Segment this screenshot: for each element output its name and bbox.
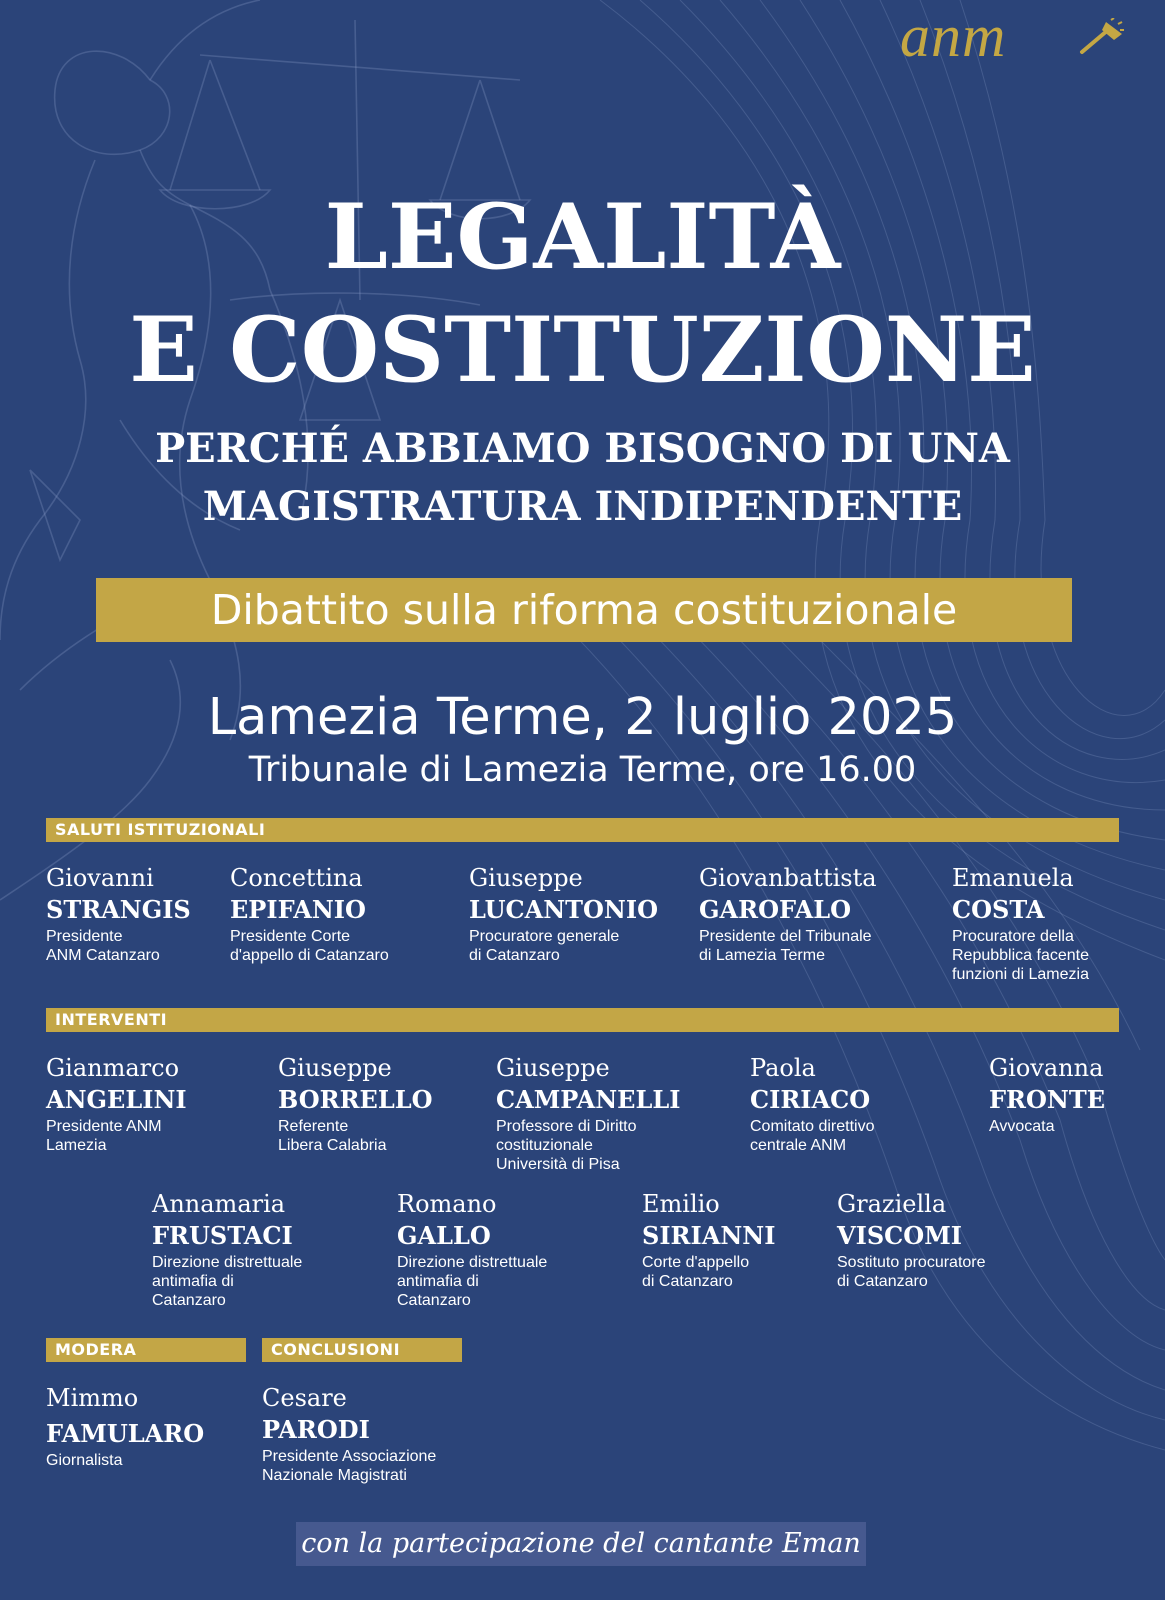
speaker-first-name: Gianmarco — [46, 1054, 180, 1082]
speaker-first-name: Emilio — [642, 1190, 720, 1218]
speaker-role: Professore di Diritto costituzionale Università di Pisa — [496, 1118, 637, 1173]
section-header-conclusioni: CONCLUSIONI — [262, 1338, 462, 1362]
conclusion-speaker-role: Presidente Associazione Nazionale Magistrati — [262, 1448, 437, 1484]
speaker-card — [750, 1052, 875, 1155]
speaker-first-name: Concettina — [230, 864, 363, 892]
speaker-card — [837, 1188, 986, 1291]
speaker-first-name: Giuseppe — [469, 864, 583, 892]
event-date: Lamezia Terme, 2 luglio 2025 — [207, 688, 958, 747]
speaker-first-name: Emanuela — [952, 864, 1074, 892]
speaker-role: Direzione distrettuale antimafia di Catanzaro — [152, 1254, 303, 1309]
moderator-last-name: FAMULARO — [46, 1419, 205, 1448]
speaker-role: Presidente del Tribunale di Lamezia Terme — [699, 928, 872, 964]
speaker-card — [989, 1052, 1105, 1136]
moderator-first-name: Mimmo — [46, 1384, 139, 1412]
speaker-role: Comitato direttivo centrale ANM — [750, 1118, 875, 1154]
section-header-interventi: INTERVENTI — [46, 1008, 1119, 1032]
speaker-last-name: VISCOMI — [837, 1221, 962, 1250]
speaker-first-name: Giuseppe — [496, 1054, 610, 1082]
section-header-modera: MODERA — [46, 1338, 246, 1362]
speaker-first-name: Giuseppe — [278, 1054, 392, 1082]
anm-logo-text: anm — [900, 3, 1007, 69]
special-guest-note: con la partecipazione del cantante Eman — [296, 1522, 866, 1566]
speaker-first-name: Romano — [397, 1190, 497, 1218]
speaker-role: Procuratore della Repubblica facente funzioni di Lamezia — [952, 928, 1089, 983]
speaker-role: Corte d'appello di Catanzaro — [642, 1254, 750, 1290]
speaker-first-name: Annamaria — [152, 1190, 286, 1218]
speaker-role: Sostituto procuratore di Catanzaro — [837, 1254, 986, 1290]
speaker-last-name: BORRELLO — [278, 1085, 433, 1114]
speaker-last-name: FRONTE — [989, 1085, 1105, 1114]
speaker-role: Avvocata — [989, 1118, 1055, 1135]
speaker-last-name: COSTA — [952, 895, 1045, 924]
title-line-2: E COSTITUZIONE — [129, 297, 1036, 403]
speaker-role: Presidente ANM Lamezia — [46, 1118, 162, 1154]
speaker-last-name: CAMPANELLI — [496, 1085, 681, 1114]
speaker-first-name: Giovanbattista — [699, 864, 877, 892]
speaker-last-name: ANGELINI — [46, 1085, 187, 1114]
speaker-role: Presidente ANM Catanzaro — [46, 928, 160, 964]
speaker-role: Referente Libera Calabria — [278, 1118, 387, 1154]
speaker-card — [46, 1052, 187, 1155]
speaker-card — [952, 862, 1089, 984]
conclusion-speaker-first-name: Cesare — [262, 1384, 347, 1412]
speaker-first-name: Graziella — [837, 1190, 947, 1218]
subtitle-line-1: PERCHÉ ABBIAMO BISOGNO DI UNA — [155, 425, 1010, 472]
conclusion-speaker-last-name: PARODI — [262, 1415, 370, 1444]
speaker-card — [230, 862, 389, 965]
speaker-card — [152, 1188, 302, 1310]
speaker-last-name: GALLO — [397, 1221, 491, 1250]
speaker-card — [699, 862, 877, 965]
speaker-last-name: EPIFANIO — [230, 895, 366, 924]
speaker-last-name: LUCANTONIO — [469, 895, 658, 924]
event-venue: Tribunale di Lamezia Terme, ore 16.00 — [248, 750, 917, 790]
speaker-card — [397, 1188, 547, 1310]
conclusion-speaker-card — [262, 1382, 436, 1485]
speaker-last-name: SIRIANNI — [642, 1221, 776, 1250]
speaker-card — [278, 1052, 432, 1155]
speaker-role: Procuratore generale di Catanzaro — [469, 928, 620, 964]
speaker-first-name: Paola — [750, 1054, 816, 1082]
speaker-role: Direzione distrettuale antimafia di Catanzaro — [397, 1254, 548, 1309]
speaker-last-name: STRANGIS — [46, 895, 191, 924]
speaker-first-name: Giovanna — [989, 1054, 1104, 1082]
section-header-saluti: SALUTI ISTITUZIONALI — [46, 818, 1119, 842]
speaker-card — [469, 862, 658, 965]
speaker-role: Presidente Corte d'appello di Catanzaro — [230, 928, 389, 964]
anm-logo — [900, 0, 1140, 78]
debate-banner: Dibattito sulla riforma costituzionale — [96, 578, 1072, 642]
speaker-first-name: Giovanni — [46, 864, 154, 892]
moderator-card — [46, 1382, 204, 1470]
speaker-card — [46, 862, 191, 965]
title-line-1: LEGALITÀ — [324, 184, 841, 290]
speaker-card — [496, 1052, 680, 1174]
speaker-card — [642, 1188, 775, 1291]
speaker-last-name: CIRIACO — [750, 1085, 871, 1114]
torch-icon — [1078, 18, 1124, 58]
speaker-last-name: FRUSTACI — [152, 1221, 293, 1250]
moderator-role: Giornalista — [46, 1452, 123, 1469]
speaker-last-name: GAROFALO — [699, 895, 852, 924]
subtitle-line-2: MAGISTRATURA INDIPENDENTE — [202, 483, 963, 530]
